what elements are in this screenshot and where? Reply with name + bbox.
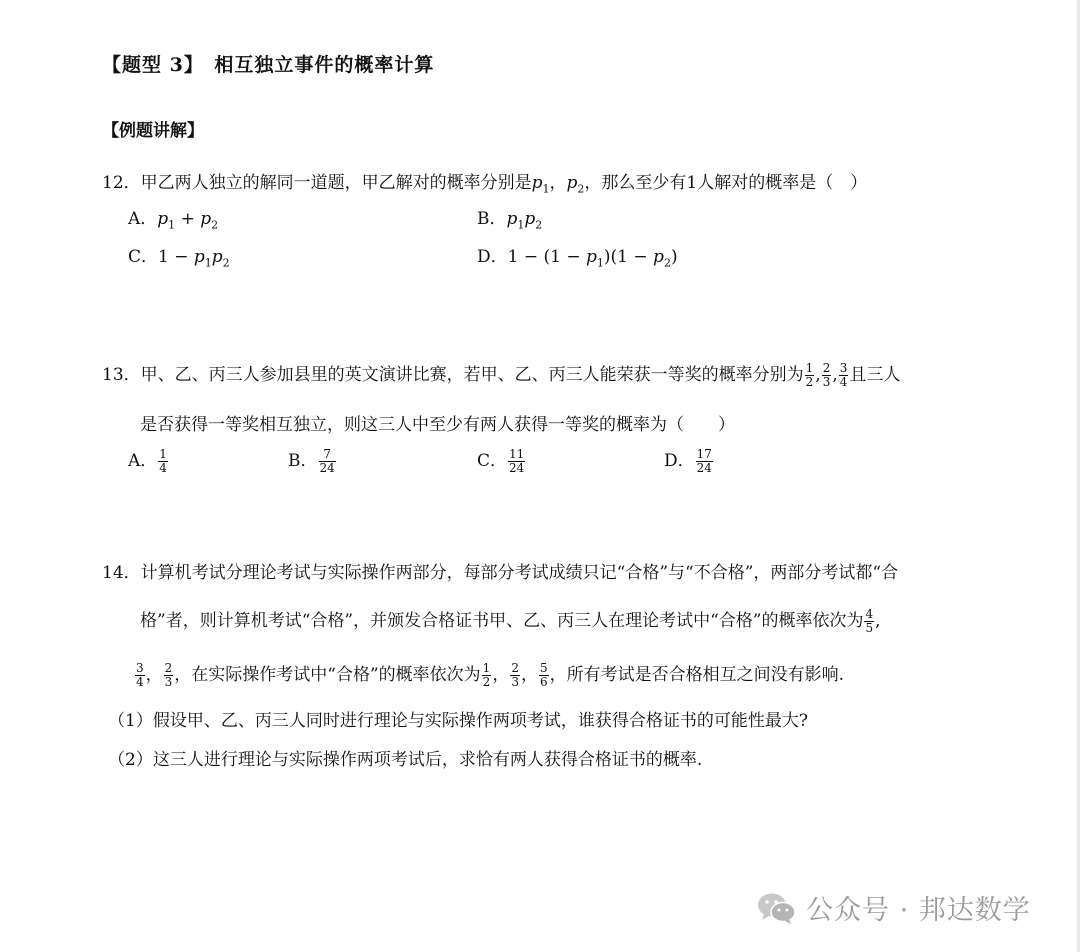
q14-line3-mid: ，在实际操作考试中“合格”的概率依次为 <box>174 665 481 685</box>
section-title: 【题型 3】 相互独立事件的概率计算 <box>102 54 435 76</box>
q14-part1: （1）假设甲、乙、丙三人同时进行理论与实际操作两项考试，谁获得合格证书的可能性最大? <box>108 711 808 731</box>
q14-l3-sep-1: ， <box>145 665 163 685</box>
q12-d-end: ) <box>670 247 678 267</box>
q12-option-c-label: C． <box>128 247 159 267</box>
q14-l2-num: 4 <box>865 607 874 621</box>
q12-option-a-label: A． <box>128 209 158 229</box>
wechat-icon <box>756 890 798 926</box>
q14-l3-f5-num: 5 <box>539 661 548 675</box>
q13-f3-num: 3 <box>839 361 848 375</box>
q14-l3-f1-num: 3 <box>136 661 144 675</box>
q13-number: 13． <box>102 365 141 385</box>
q14-part2: （2）这三人进行理论与实际操作两项考试后，求恰有两人获得合格证书的概率. <box>108 750 703 770</box>
q13-option-d-label: D． <box>664 451 695 471</box>
q12-d-p1: p <box>586 247 597 267</box>
q12-p1-var: p <box>531 173 543 193</box>
q14-stem-line2 <box>140 606 881 635</box>
q13-option-b-label: B． <box>288 451 318 471</box>
q12-option-d <box>477 242 678 269</box>
q13-fraction-1 <box>805 362 815 389</box>
q12-p2-sub: 2 <box>577 182 585 196</box>
q13-b-den: 24 <box>319 461 335 475</box>
q14-l3-f1-den: 4 <box>136 675 144 689</box>
q14-line2-text: 格”者，则计算机考试“合格”，并颁发合格证书甲、乙、丙三人在理论考试中“合格”的概率依次为 <box>140 611 864 631</box>
q13-option-a-fraction <box>158 448 168 475</box>
q14-stem-line3 <box>134 660 844 689</box>
q12-option-b-label: B． <box>477 209 507 229</box>
q14-l2-den: 5 <box>865 621 874 635</box>
q14-line2-end: , <box>875 611 881 631</box>
q13-option-d <box>664 446 714 475</box>
q13-stem-line1 <box>102 360 900 389</box>
q14-l3-f2-den: 3 <box>164 675 173 689</box>
q13-a-den: 4 <box>159 461 167 475</box>
q14-l3-sep-2: ， <box>492 665 510 685</box>
q14-line3-end: ，所有考试是否合格相互之间没有影响. <box>549 665 844 685</box>
q13-b-num: 7 <box>319 448 336 462</box>
q12-p1-sub: 1 <box>542 182 550 196</box>
q13-f3-den: 4 <box>839 375 848 389</box>
q14-line1-text: 计算机考试分理论考试与实际操作两部分，每部分考试成绩只记“合格”与“不合格”，两部分考试都“合 <box>140 563 899 583</box>
watermark-text: 公众号 · 邦达数学 <box>806 895 1031 926</box>
q13-line1-text: 甲、乙、丙三人参加县里的英文演讲比赛，若甲、乙、丙三人能荣获一等奖的概率分别为 <box>140 365 804 385</box>
q12-d-mid: )(1 − <box>603 247 654 267</box>
q12-option-b <box>477 204 542 231</box>
q12-option-a <box>128 204 218 231</box>
q12-a-sub2: 2 <box>211 218 219 232</box>
q14-l3-fraction-1 <box>135 662 145 689</box>
q13-c-den: 24 <box>509 461 525 475</box>
q12-c-sub1: 1 <box>204 256 212 270</box>
q12-stem <box>102 168 867 195</box>
q12-d-p2: p <box>653 247 664 267</box>
q12-stem-text-1: 甲乙两人独立的解同一道题，甲乙解对的概率分别是 <box>140 173 532 193</box>
q14-l3-f5-den: 6 <box>539 675 548 689</box>
q12-a-plus: + <box>175 209 201 229</box>
q12-option-d-label: D． <box>477 247 508 267</box>
q14-l3-sep-3: ， <box>520 665 538 685</box>
q14-l3-f3-num: 1 <box>482 661 491 675</box>
q12-b-p1: p <box>506 209 518 229</box>
q14-line2-fraction <box>864 608 874 635</box>
q12-d-prefix: 1 − (1 − <box>507 247 587 267</box>
q14-l3-f4-num: 2 <box>511 661 519 675</box>
q13-a-num: 1 <box>159 447 167 461</box>
q13-comma-1: , <box>815 365 821 385</box>
q13-f1-num: 1 <box>805 361 814 375</box>
q14-l3-fraction-2 <box>164 662 174 689</box>
q13-f2-num: 2 <box>822 361 831 375</box>
q13-option-d-fraction <box>696 448 713 475</box>
q13-fraction-2 <box>822 362 832 389</box>
q13-stem-line2: 是否获得一等奖相互独立，则这三人中至少有两人获得一等奖的概率为（ ） <box>140 415 735 435</box>
q12-c-prefix: 1 − <box>158 247 194 267</box>
q13-option-a <box>128 446 169 475</box>
q14-l3-f2-num: 2 <box>164 661 173 675</box>
q12-c-sub2: 2 <box>222 256 230 270</box>
q13-comma-2: , <box>832 365 838 385</box>
q14-l3-fraction-4 <box>510 662 520 689</box>
q13-fraction-3 <box>839 362 849 389</box>
q12-a-sub1: 1 <box>168 218 176 232</box>
q14-number: 14． <box>102 563 141 583</box>
q12-b-sub2: 2 <box>535 218 543 232</box>
q13-option-b-fraction <box>319 448 336 475</box>
q13-f2-den: 3 <box>822 375 831 389</box>
watermark <box>756 888 1031 927</box>
q13-d-num: 17 <box>696 447 712 461</box>
q13-option-a-label: A． <box>128 451 158 471</box>
q12-b-p2: p <box>524 209 536 229</box>
q14-l3-fraction-5 <box>539 662 549 689</box>
q13-option-c <box>477 446 526 475</box>
q12-stem-text-2: ，那么至少有1人解对的概率是（ ） <box>584 173 868 193</box>
q12-d-sub1: 1 <box>596 256 604 270</box>
q13-c-num: 11 <box>509 447 525 461</box>
q12-p2-var: p <box>566 173 578 193</box>
q13-option-c-fraction <box>508 448 525 475</box>
q12-a-p1: p <box>157 209 169 229</box>
q12-b-sub1: 1 <box>517 218 525 232</box>
q12-c-p2: p <box>211 247 223 267</box>
subsection-heading: 【例题讲解】 <box>102 121 204 141</box>
q13-option-c-label: C． <box>477 451 508 471</box>
q12-number: 12． <box>102 173 141 193</box>
q13-f1-den: 2 <box>805 375 814 389</box>
q13-d-den: 24 <box>696 461 712 475</box>
q14-l3-fraction-3 <box>482 662 492 689</box>
q14-l3-f3-den: 2 <box>482 675 491 689</box>
q12-sep: ， <box>549 173 567 193</box>
q13-option-b <box>288 446 337 475</box>
q12-option-c <box>128 242 230 269</box>
q12-c-p1: p <box>193 247 205 267</box>
q12-d-sub2: 2 <box>663 256 671 270</box>
q14-stem-line1 <box>102 558 898 583</box>
q14-l3-f4-den: 3 <box>511 675 519 689</box>
q12-a-p2: p <box>200 209 212 229</box>
q13-line1-end: 且三人 <box>849 365 901 385</box>
